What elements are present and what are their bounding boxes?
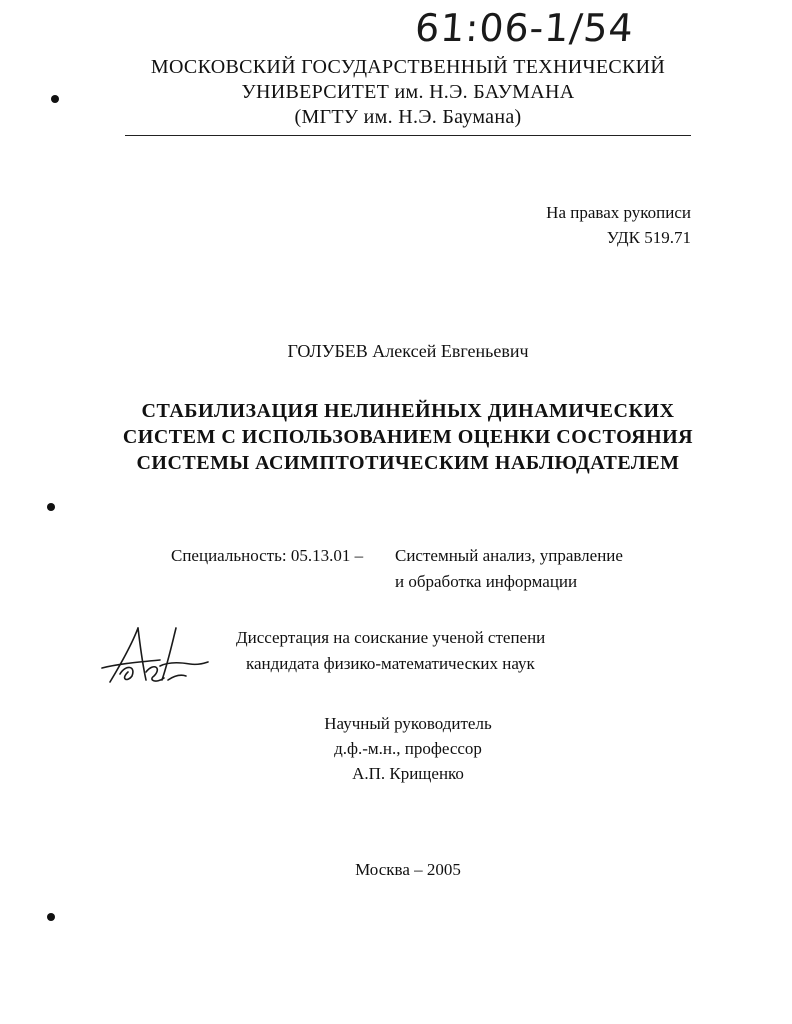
institution-line-1: МОСКОВСКИЙ ГОСУДАРСТВЕННЫЙ ТЕХНИЧЕСКИЙ [150,56,666,78]
author-signature [98,622,213,690]
place-year: Москва – 2005 [355,860,461,879]
advisor-label: Научный руководитель [324,714,492,733]
binding-hole-mark [47,913,55,921]
institution-line-3: (МГТУ им. Н.Э. Баумана) [294,106,522,128]
handwritten-archive-code: 61:06-1/54 [413,6,636,50]
udc-code: УДК 519.71 [606,228,691,247]
institution-line-2: УНИВЕРСИТЕТ им. Н.Э. БАУМАНА [241,81,575,103]
specialty-name-line-1: Системный анализ, управление [395,546,623,565]
title-line-3: СИСТЕМЫ АСИМПТОТИЧЕСКИМ НАБЛЮДАТЕЛЕМ [136,452,680,474]
title-line-1: СТАБИЛИЗАЦИЯ НЕЛИНЕЙНЫХ ДИНАМИЧЕСКИХ [141,400,675,422]
specialty-name-line-2: и обработка информации [395,572,578,591]
degree-line-1: Диссертация на соискание ученой степени [236,628,546,647]
author-name: ГОЛУБЕВ Алексей Евгеньевич [287,341,529,361]
specialty-label: Специальность: 05.13.01 – [171,546,364,565]
advisor-name: А.П. Крищенко [352,764,464,783]
title-line-2: СИСТЕМ С ИСПОЛЬЗОВАНИЕМ ОЦЕНКИ СОСТОЯНИЯ [122,426,694,448]
manuscript-rights: На правах рукописи [546,203,691,222]
header-divider [125,135,691,136]
advisor-title: д.ф.-м.н., профессор [334,739,482,758]
degree-line-2: кандидата физико-математических наук [246,654,535,673]
binding-hole-mark [47,503,55,511]
